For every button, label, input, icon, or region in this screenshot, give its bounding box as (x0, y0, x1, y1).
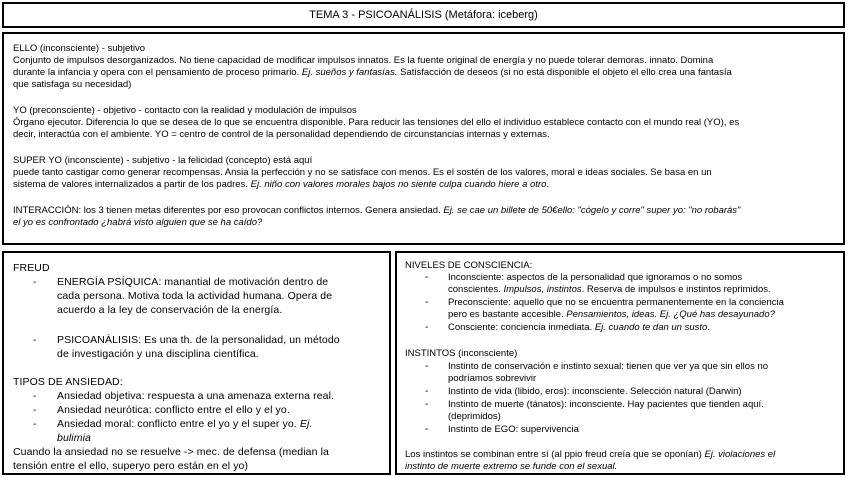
defensa-line-1: Cuando la ansiedad no se resuelve -> mec. de defensa (median la (13, 446, 329, 458)
superyo-line-2: sistema de valores internalizados a partir de los padres. Ej. niño con valores morales bajos no siente culpa cuando hiere a otro. (13, 179, 549, 190)
ello-line-3: que satisfaga su necesidad) (13, 79, 132, 90)
interaccion-line-2: el yo es confrontado ¿habrá visto alguien que se ha caído? (13, 217, 263, 228)
bullet-dash: - (33, 335, 37, 346)
psicoanalisis-line-1: PSICOANÁLISIS: Es una th. de la personalidad, un método (57, 334, 340, 346)
bullet-dash: - (425, 322, 429, 333)
freud-heading: FREUD (13, 262, 50, 274)
consciente-line: Consciente: conciencia inmediata. Ej. cuando te dan un susto. (448, 322, 710, 333)
freud-box (2, 251, 391, 475)
niveles-heading: NIVELES DE CONSCIENCIA: (405, 260, 533, 271)
bullet-dash: - (33, 419, 37, 430)
ello-heading: ELLO (inconsciente) - subjetivo (13, 43, 146, 54)
yo-line-2: decir, interactúa con el ambiente. YO = centro de control de la personalidad dependiendo de circunstancias internas y externas. (13, 129, 550, 140)
ansiedad-objetiva: Ansiedad objetiva: respuesta a una amenaza externa real. (57, 390, 335, 402)
instinto-ego: Instinto de EGO: supervivencia (448, 424, 579, 435)
defensa-line-2: tensión entre el ello, superyo pero están en el yo) (13, 460, 249, 472)
superyo-heading: SUPER YO (inconsciente) - subjetivo - la felicidad (concepto) está aquí (13, 155, 313, 166)
ansiedad-moral-example: bulimia (57, 432, 91, 444)
energia-line-3: acuerdo a la ley de conservación de la energía. (57, 304, 283, 316)
instinto-conservacion-line-2: podríamos sobrevivir (448, 373, 537, 384)
instinto-conservacion-line-1: Instinto de conservación e instinto sexual: tienen que ver ya que sin ellos no (448, 361, 769, 372)
instintos-footer-line-2: instinto de muerte extremo se funde con el sexual. (405, 461, 618, 472)
yo-heading: YO (preconsciente) - objetivo - contacto con la realidad y modulación de impulsos (13, 105, 357, 116)
superyo-line-1: puede tanto castigar como generar recompensas. Ansia la perfección y no se satisface con menos. Es el sostén de los valores, moral e ideas sociales. Se basa en un (13, 167, 712, 178)
page-title: TEMA 3 - PSICOANÁLISIS (Metáfora: iceberg) (309, 9, 538, 21)
energia-line-1: ENERGÍA PSÍQUICA: manantial de motivación dentro de (57, 276, 329, 288)
bullet-dash: - (425, 361, 429, 372)
psicoanalisis-line-2: de investigación y una disciplina científica. (57, 348, 259, 360)
niveles-box (395, 251, 845, 475)
instinto-muerte-line-1: Instinto de muerte (tánatos): inconsciente. Hay pacientes que tienden aquí. (448, 399, 764, 410)
instintos-heading: INSTINTOS (inconsciente) (405, 348, 518, 359)
ansiedad-neurotica: Ansiedad neurótica: conflicto entre el ello y el yo. (57, 404, 290, 416)
bullet-dash: - (425, 297, 429, 308)
bullet-dash: - (33, 277, 37, 288)
structure-box (2, 32, 845, 245)
instinto-vida: Instinto de vida (libido, eros): inconsciente. Selección natural (Darwin) (448, 386, 742, 397)
tipos-ansiedad-heading: TIPOS DE ANSIEDAD: (13, 376, 123, 388)
instintos-footer-line-1: Los instintos se combinan entre sí (al ppio freud creía que se oponían) Ej. violaciones el (405, 449, 776, 460)
inconsciente-line-1: Inconsciente: aspectos de la personalidad que ignoramos o no somos (448, 272, 743, 283)
energia-line-2: cada persona. Motiva toda la actividad humana. Opera de (57, 290, 333, 302)
bullet-dash: - (425, 386, 429, 397)
instinto-muerte-line-2: (deprimidos) (448, 411, 501, 422)
bullet-dash: - (33, 405, 37, 416)
ello-line-2: durante la infancia y opera con el pensamiento de proceso primario. Ej. sueños y fantasías. Satisfacción de deseos (si no está disponible el objeto el ello crea una fantasía (13, 67, 732, 78)
inconsciente-line-2: conscientes. Impulsos, instintos. Reserva de impulsos e instintos reprimidos. (448, 284, 771, 295)
ansiedad-moral: Ansiedad moral: conflicto entre el yo y el super yo. Ej. (57, 418, 313, 430)
bullet-dash: - (425, 272, 429, 283)
yo-line-1: Órgano ejecutor. Diferencia lo que se desea de lo que se encuentra disponible. Para reducir las tensiones del ello el individuo establece contacto con el mundo real (YO), es (13, 117, 740, 128)
bullet-dash: - (33, 391, 37, 402)
bullet-dash: - (425, 399, 429, 410)
preconsciente-line-1: Preconsciente: aquello que no se encuentra permanentemente en la conciencia (448, 297, 784, 308)
bullet-dash: - (425, 424, 429, 435)
ello-line-1: Conjunto de impulsos desorganizados. No tiene capacidad de modificar impulsos innatos. Es la fuente original de energía y no puede tolerar demoras. innato. Domina (13, 55, 714, 66)
interaccion-line-1: INTERACCIÓN: los 3 tienen metas diferentes por eso provocan conflictos internos. Genera ansiedad. Ej. se cae un billete de 50€ello: "cógelo y corre" super yo: "no robarás" (13, 205, 741, 216)
preconsciente-line-2: pero es bastante accesible. Pensamientos, ideas. Ej. ¿Qué has desayunado? (448, 309, 775, 320)
title-box (2, 2, 845, 28)
